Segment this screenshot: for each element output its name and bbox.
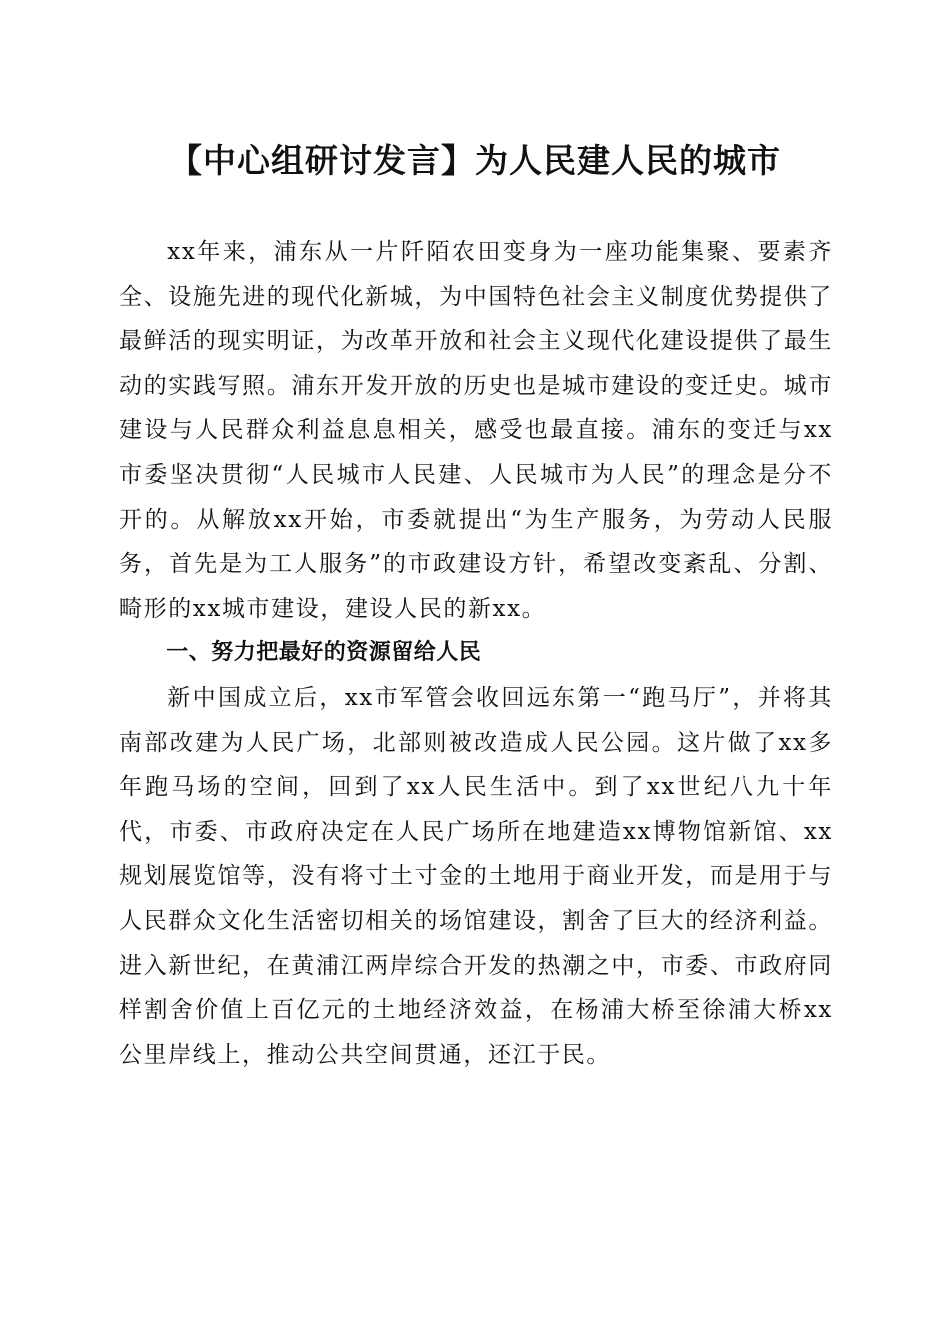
section-1-paragraph: 新中国成立后，xx市军管会收回远东第一“跑马厅”，并将其南部改建为人民广场，北部则被改造成人民公园。这片做了xx多年跑马场的空间，回到了xx人民生活中。到了xx世纪八九十年代，市委、市政府决定在人民广场所在地建造xx博物馆新馆、xx规划展览馆等，没有将寸土寸金的土地用于商业开发，而是用于与人民群众文化生活密切相关的场馆建设，割舍了巨大的经济利益。进入新世纪，在黄浦江两岸综合开发的热潮之中，市委、市政府同样割舍价值上百亿元的土地经济效益，在杨浦大桥至徐浦大桥xx公里岸线上，推动公共空间贯通，还江于民。 <box>119 684 833 1068</box>
intro-paragraph: xx年来，浦东从一片阡陌农田变身为一座功能集聚、要素齐全、设施先进的现代化新城，为中国特色社会主义制度优势提供了最鲜活的现实明证，为改革开放和社会主义现代化建设提供了最生动的实践写照。浦东开发开放的历史也是城市建设的变迁史。城市建设与人民群众利益息息相关，感受也最直接。浦东的变迁与xx市委坚决贯彻“人民城市人民建、人民城市为人民”的理念是分不开的。从解放xx开始，市委就提出“为生产服务，为劳动人民服务，首先是为工人服务”的市政建设方针，希望改变紊乱、分割、畸形的xx城市建设，建设人民的新xx。 <box>119 239 833 622</box>
document-title: 【中心组研讨发言】为人民建人民的城市 <box>169 141 781 180</box>
section-1-heading: 一、努力把最好的资源留给人民 <box>166 640 482 666</box>
document-body <box>119 230 833 1077</box>
